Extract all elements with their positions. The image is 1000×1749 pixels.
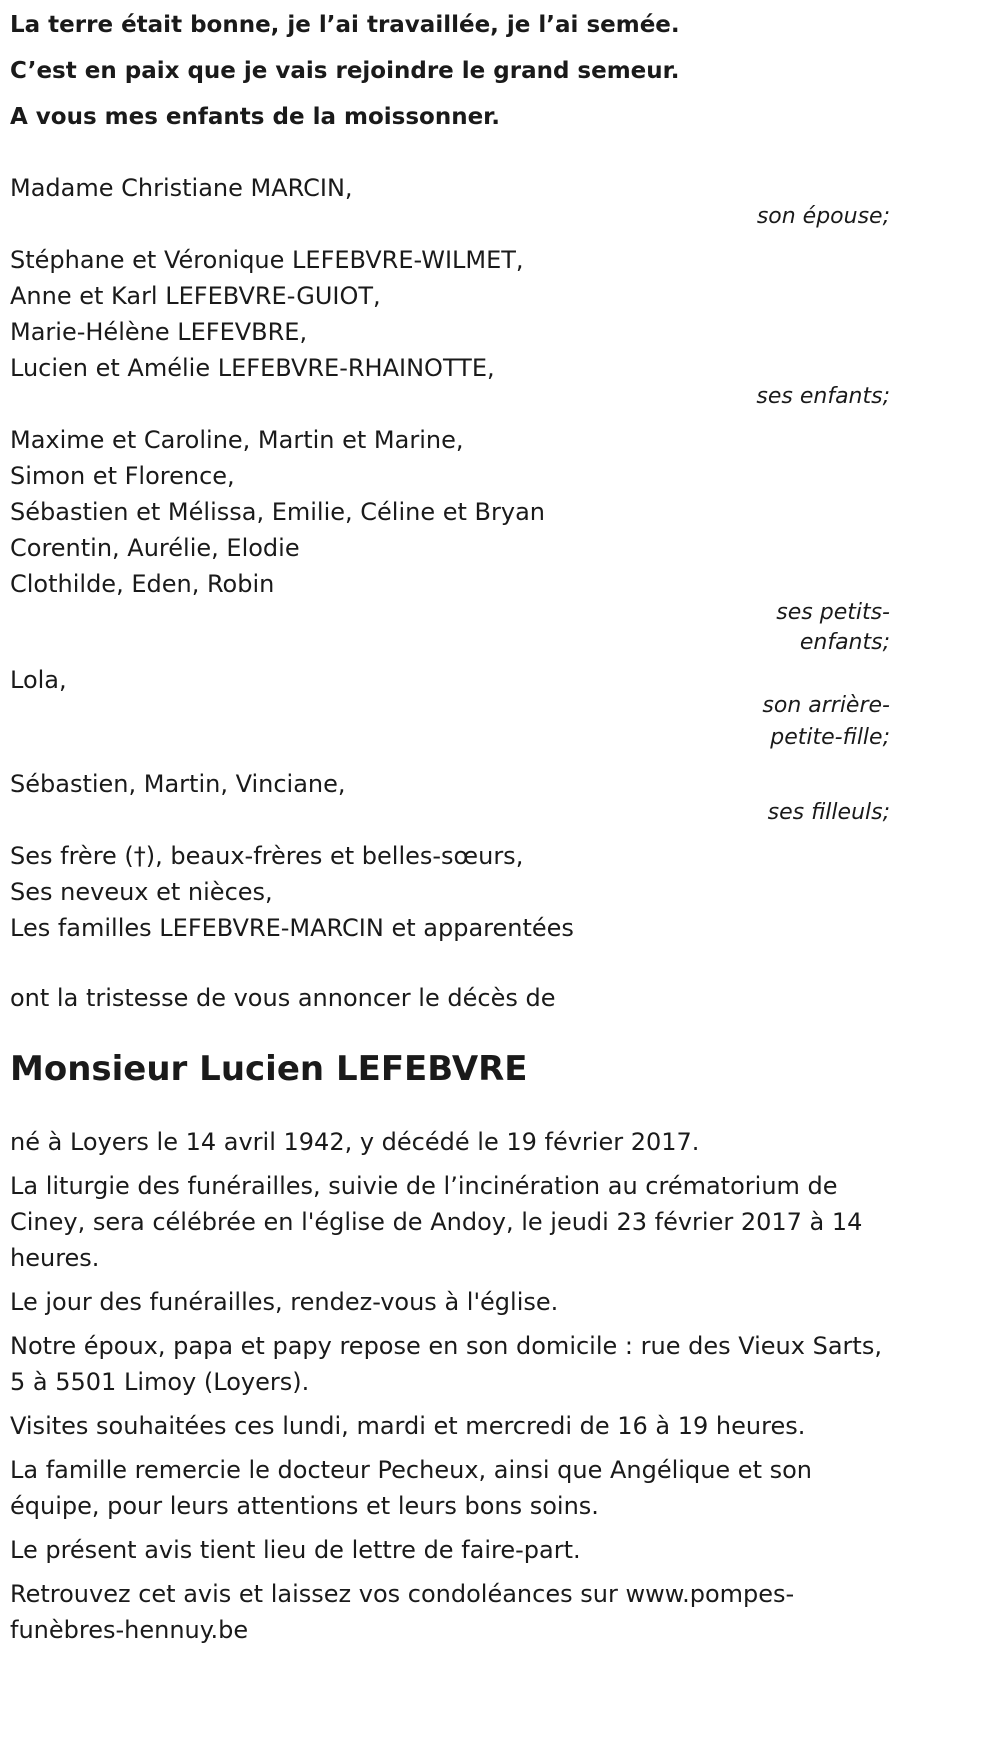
family-name-line: Maxime et Caroline, Martin et Marine,: [10, 426, 464, 454]
verse-line: La terre était bonne, je l’ai travaillée, je l’ai semée.: [10, 12, 680, 38]
deceased-name: Monsieur Lucien LEFEBVRE: [10, 1049, 528, 1089]
family-group-spouse: [10, 170, 890, 232]
family-name-line: Sébastien et Mélissa, Emilie, Céline et Bryan: [10, 498, 546, 526]
family-group-grandchildren: [10, 422, 890, 658]
verse-block: [10, 2, 890, 140]
relation-label: son épouse;: [756, 204, 890, 229]
family-name-line: Les familles LEFEBVRE-MARCIN et apparentées: [10, 914, 574, 942]
family-name-line: Ses frère (†), beaux-frères et belles-sœurs,: [10, 842, 524, 870]
family-group-great-grandchild: [10, 662, 890, 754]
family-group-children: [10, 242, 890, 412]
family-group-godchildren: [10, 766, 890, 828]
detail-paragraph: La liturgie des funérailles, suivie de l’incinération au crématorium de Ciney, sera célébrée en l'église de Andoy, le jeudi 23 février 2017 à 14 heures.: [10, 1172, 863, 1272]
family-name-line: Clothilde, Eden, Robin: [10, 570, 275, 598]
verse-line: A vous mes enfants de la moissonner.: [10, 104, 500, 130]
family-group-others: [10, 838, 890, 946]
family-name-line: Sébastien, Martin, Vinciane,: [10, 770, 346, 798]
announcement-text: ont la tristesse de vous annoncer le décès de: [10, 984, 556, 1012]
detail-paragraph: Retrouvez cet avis et laissez vos condoléances sur www.pompes-funèbres-hennuy.be: [10, 1580, 795, 1644]
family-name-line: Lucien et Amélie LEFEBVRE-RHAINOTTE,: [10, 354, 495, 382]
relation-label: son arrière-petite-fille;: [762, 693, 890, 750]
detail-paragraph: La famille remercie le docteur Pecheux, ainsi que Angélique et son équipe, pour leurs attentions et leurs bons soins.: [10, 1456, 813, 1520]
family-name-line: Corentin, Aurélie, Elodie: [10, 534, 300, 562]
obituary-notice: [10, 0, 890, 1648]
family-name-line: Madame Christiane MARCIN,: [10, 174, 353, 202]
family-name-line: Ses neveux et nièces,: [10, 878, 273, 906]
family-name-line: Simon et Florence,: [10, 462, 235, 490]
funeral-details: [10, 1124, 890, 1648]
relation-label: ses petits-enfants;: [776, 600, 890, 655]
detail-paragraph: Le présent avis tient lieu de lettre de faire-part.: [10, 1536, 581, 1564]
detail-paragraph: Visites souhaitées ces lundi, mardi et mercredi de 16 à 19 heures.: [10, 1412, 806, 1440]
relation-label: ses filleuls;: [767, 800, 890, 825]
detail-paragraph: Notre époux, papa et papy repose en son domicile : rue des Vieux Sarts, 5 à 5501 Limoy (Loyers).: [10, 1332, 882, 1396]
verse-line: C’est en paix que je vais rejoindre le grand semeur.: [10, 58, 680, 84]
family-name-line: Stéphane et Véronique LEFEBVRE-WILMET,: [10, 246, 524, 274]
family-name-line: Anne et Karl LEFEBVRE-GUIOT,: [10, 282, 381, 310]
family-name-line: Lola,: [10, 666, 67, 694]
detail-paragraph: Le jour des funérailles, rendez-vous à l'église.: [10, 1288, 559, 1316]
family-name-line: Marie-Hélène LEFEVBRE,: [10, 318, 308, 346]
detail-paragraph: né à Loyers le 14 avril 1942, y décédé le 19 février 2017.: [10, 1128, 700, 1156]
relation-label: ses enfants;: [756, 384, 890, 409]
